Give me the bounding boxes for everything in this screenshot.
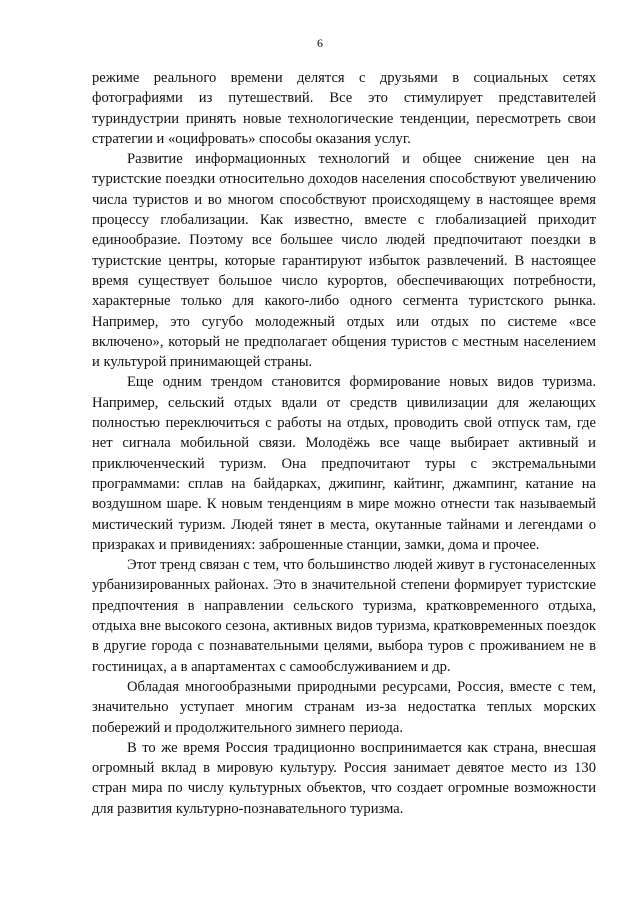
paragraph-2: Развитие информационных технологий и общее снижение цен на туристские поездки относительно доходов населения способствуют увеличению числа туристов и во многом способствуют происходящему в настоящее время процессу глобализации. Как известно, вместе с глобализацией приходит единообразие. Поэтому все большее число людей предпочитают поездки в туристские центры, которые гарантируют избыток развлечений. В настоящее время существует большое число курортов, обеспечивающих потребности, характерные только для какого-либо одного сегмента туристского рынка. Например, это сугубо молодежный отдых или отдых по системе «все включено», который не предполагает общения туристов с местным населением и культурой принимающей страны. [92, 151, 596, 371]
paragraph-3: Еще одним трендом становится формирование новых видов туризма. Например, сельский отдых вдали от средств цивилизации для желающих полностью переключиться с работы на отдых, проводить свой отпуск там, где нет сигнала мобильной связи. Молодёжь все чаще выбирает активный и приключенческий туризм. Она предпочитают туры с экстремальными программами: сплав на байдарках, джипинг, кайтинг, джампинг, катание на воздушном шаре. К новым тенденциям в мире можно отнести так называемый мистический туризм. Людей тянет в места, окутанные тайнами и легендами о призраках и привидениях: заброшенные станции, замки, дома и прочее. [92, 374, 596, 553]
paragraph-5: Обладая многообразными природными ресурсами, Россия, вместе с тем, значительно уступает многим странам из-за недостатка теплых морских побережий и продолжительного зимнего периода. [92, 678, 596, 736]
body-text [92, 68, 596, 819]
paragraph-4: Этот тренд связан с тем, что большинство людей живут в густонаселенных урбанизированных районах. Это в значительной степени формирует туристские предпочтения в направлении сельского туризма, кратковременного отдыха, отдыха вне высокого сезона, активных видов туризма, кратковременных поездок в другие города с познавательными целями, выбора туров с проживанием не в гостиницах, а в апартаментах с самообслуживанием и др. [92, 557, 596, 675]
paragraph-6: В то же время Россия традиционно воспринимается как страна, внесшая огромный вклад в мировую культуру. Россия занимает девятое место из 130 стран мира по числу культурных объектов, что создает огромные возможности для развития культурно-познавательного туризма. [92, 739, 596, 817]
paragraph-1: режиме реального времени делятся с друзьями в социальных сетях фотографиями из путешествий. Все это стимулирует представителей туриндустрии принять новые технологические тенденции, пересмотреть свои стратегии и «оцифровать» способы оказания услуг. [92, 70, 596, 147]
page-number: 6 [317, 36, 323, 50]
